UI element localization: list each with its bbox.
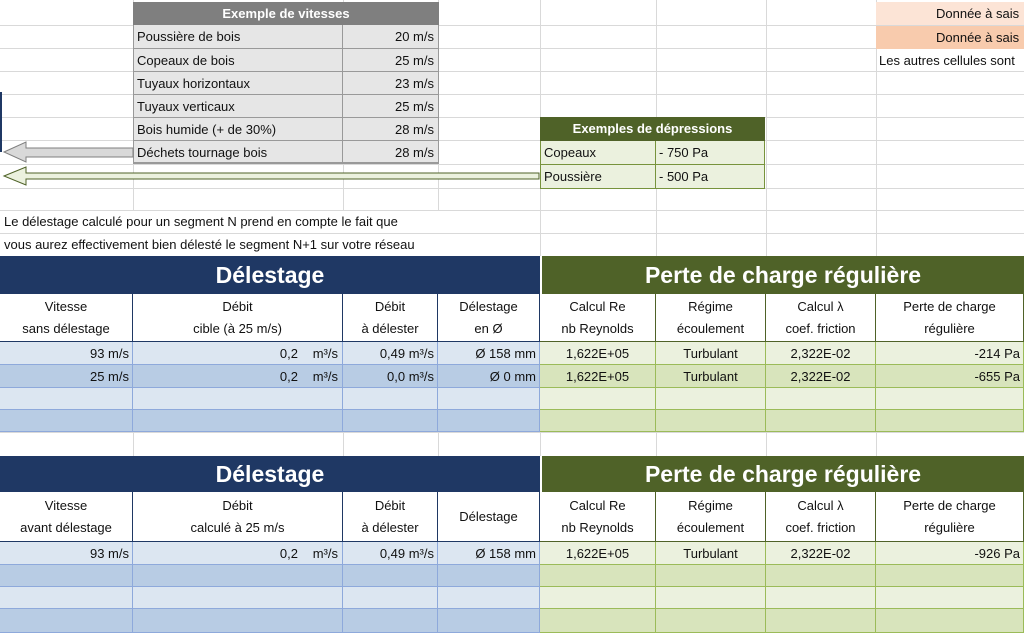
note-line-1: Le délestage calculé pour un segment N prend en compte le fait que [4,211,534,233]
cell-empty[interactable] [656,388,766,410]
header-vitesse: Vitesse sans délestage [0,294,133,342]
depression-label[interactable]: Copeaux [540,141,656,165]
speed-label[interactable]: Poussière de bois [133,25,343,49]
cell-shed[interactable]: 0,0 m³/s [343,365,438,388]
cell-empty[interactable] [133,410,343,432]
delestage-title: Délestage [0,256,540,294]
header-debit: Débit calculé à 25 m/s [133,492,343,542]
speed-label[interactable]: Copeaux de bois [133,49,343,72]
cell-empty[interactable] [766,410,876,432]
header-debit-delester: Débit à délester [343,294,438,342]
delestage-title: Délestage [0,456,540,492]
cell-loss[interactable]: -655 Pa [876,365,1024,388]
cell-flow[interactable]: 0,2 m³/s [133,342,343,365]
cell-diameter[interactable]: Ø 158 mm [438,342,540,365]
cell-empty[interactable] [0,609,133,633]
cell-empty[interactable] [876,565,1024,587]
speeds-title: Exemple de vitesses [133,2,439,25]
speed-label[interactable]: Déchets tournage bois [133,141,343,164]
cell-empty[interactable] [438,410,540,432]
speed-value[interactable]: 25 m/s [343,95,439,118]
cell-reynolds[interactable]: 1,622E+05 [540,365,656,388]
cell-shed[interactable]: 0,49 m³/s [343,542,438,565]
cell-diameter[interactable]: Ø 158 mm [438,542,540,565]
speed-value[interactable]: 25 m/s [343,49,439,72]
cell-empty[interactable] [540,565,656,587]
cell-diameter[interactable]: Ø 0 mm [438,365,540,388]
cell-empty[interactable] [0,565,133,587]
cell-empty[interactable] [540,587,656,609]
cell-empty[interactable] [540,609,656,633]
cell-empty[interactable] [438,587,540,609]
speed-value[interactable]: 28 m/s [343,118,439,141]
speed-value[interactable]: 23 m/s [343,72,439,95]
cell-speed[interactable]: 93 m/s [0,342,133,365]
legend-input-light: Donnée à sais [876,2,1024,25]
cell-empty[interactable] [876,609,1024,633]
cell-empty[interactable] [876,388,1024,410]
cell-empty[interactable] [133,587,343,609]
header-debit-delester: Débit à délester [343,492,438,542]
header-perte: Perte de charge régulière [876,492,1024,542]
cell-empty[interactable] [766,609,876,633]
legend-input-dark: Donnée à sais [876,26,1024,49]
cell-empty[interactable] [876,587,1024,609]
cell-empty[interactable] [656,587,766,609]
depression-value[interactable]: - 750 Pa [656,141,765,165]
cell-speed[interactable]: 93 m/s [0,542,133,565]
cell-empty[interactable] [0,410,133,432]
depression-label[interactable]: Poussière [540,165,656,189]
cell-empty[interactable] [343,388,438,410]
cell-empty[interactable] [540,388,656,410]
depressions-title: Exemples de dépressions [540,117,765,141]
cell-empty[interactable] [343,410,438,432]
speed-label[interactable]: Tuyaux verticaux [133,95,343,118]
note-line-2: vous aurez effectivement bien délesté le segment N+1 sur votre réseau [4,234,534,256]
cell-empty[interactable] [343,565,438,587]
cell-lambda[interactable]: 2,322E-02 [766,542,876,565]
speed-value[interactable]: 28 m/s [343,141,439,164]
cell-flow[interactable]: 0,2 m³/s [133,542,343,565]
cell-lambda[interactable]: 2,322E-02 [766,342,876,365]
header-delestage: Délestage [438,492,540,542]
speed-label[interactable]: Bois humide (+ de 30%) [133,118,343,141]
perte-charge-title: Perte de charge régulière [540,256,1024,294]
cell-regime[interactable]: Turbulant [656,342,766,365]
cell-regime[interactable]: Turbulant [656,365,766,388]
cell-empty[interactable] [438,565,540,587]
header-reynolds: Calcul Re nb Reynolds [540,492,656,542]
cell-regime[interactable]: Turbulant [656,542,766,565]
cell-empty[interactable] [766,565,876,587]
cell-empty[interactable] [133,565,343,587]
cell-empty[interactable] [766,388,876,410]
header-delestage: Délestage en Ø [438,294,540,342]
header-perte: Perte de charge régulière [876,294,1024,342]
cell-empty[interactable] [343,587,438,609]
cell-empty[interactable] [438,388,540,410]
cell-empty[interactable] [876,410,1024,432]
cell-empty[interactable] [343,609,438,633]
cell-empty[interactable] [656,609,766,633]
arrow-left-icon [0,140,545,190]
header-reynolds: Calcul Re nb Reynolds [540,294,656,342]
legend-other-cells: Les autres cellules sont [879,53,1015,68]
speed-label[interactable]: Tuyaux horizontaux [133,72,343,95]
cell-shed[interactable]: 0,49 m³/s [343,342,438,365]
header-regime: Régime écoulement [656,294,766,342]
cell-lambda[interactable]: 2,322E-02 [766,365,876,388]
cell-empty[interactable] [656,565,766,587]
depression-value[interactable]: - 500 Pa [656,165,765,189]
header-vitesse: Vitesse avant délestage [0,492,133,542]
header-lambda: Calcul λ coef. friction [766,294,876,342]
cell-empty[interactable] [540,410,656,432]
cell-empty[interactable] [438,609,540,633]
cell-empty[interactable] [0,388,133,410]
cell-empty[interactable] [766,587,876,609]
perte-charge-title: Perte de charge régulière [540,456,1024,492]
speed-value[interactable]: 20 m/s [343,25,439,49]
cell-empty[interactable] [133,388,343,410]
header-lambda: Calcul λ coef. friction [766,492,876,542]
cell-empty[interactable] [133,609,343,633]
cell-empty[interactable] [656,410,766,432]
cell-reynolds[interactable]: 1,622E+05 [540,342,656,365]
cell-speed[interactable]: 25 m/s [0,365,133,388]
header-regime: Régime écoulement [656,492,766,542]
cell-flow[interactable]: 0,2 m³/s [133,365,343,388]
cell-loss[interactable]: -214 Pa [876,342,1024,365]
header-debit: Débit cible (à 25 m/s) [133,294,343,342]
cell-empty[interactable] [0,587,133,609]
cell-reynolds[interactable]: 1,622E+05 [540,542,656,565]
cell-loss[interactable]: -926 Pa [876,542,1024,565]
